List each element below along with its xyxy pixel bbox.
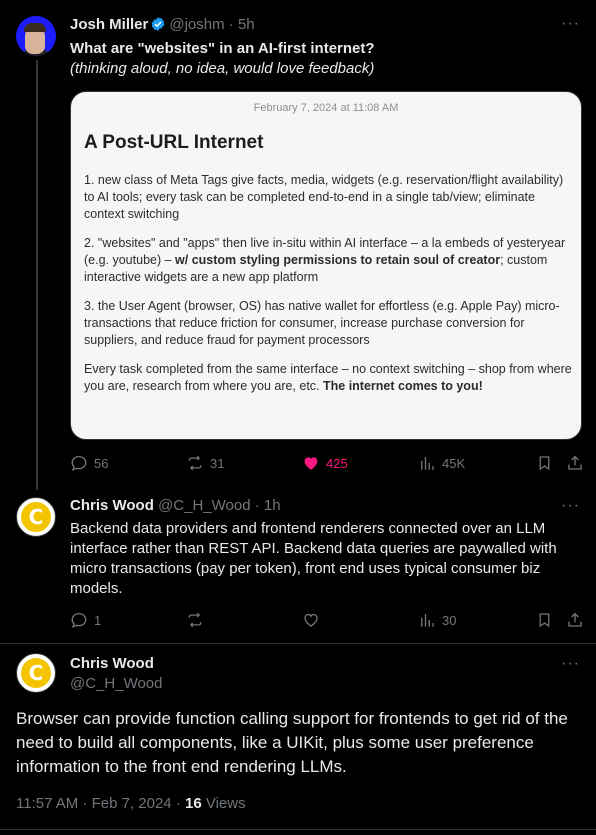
tweet1-line2: (thinking aloud, no idea, would love feedback) [70,60,375,77]
more-options-icon[interactable]: ··· [561,655,580,672]
tweet2-header: Chris Wood @C_H_Wood · 1h [70,497,281,514]
avatar-letter: C [21,502,51,532]
views-count: 16 [184,795,202,812]
attached-note-image[interactable] [70,91,582,440]
tweet-meta [16,795,246,812]
tweet1-line1: What are "websites" in an AI-first internet? [70,40,375,57]
note-title: A Post-URL Internet [84,132,264,153]
heart-filled-icon [302,454,320,472]
author-name[interactable]: Josh Miller [70,16,149,33]
analytics-icon [418,454,436,472]
avatar-chris-wood[interactable] [16,497,56,537]
author-handle[interactable]: @C_H_Wood [70,675,163,692]
author-name[interactable]: Chris Wood [70,655,154,672]
like-button[interactable] [302,454,348,472]
reply-count: 56 [94,455,109,471]
divider [0,829,596,830]
author-handle[interactable]: @joshm [169,16,225,33]
tweet3-text: Browser can provide function calling support for frontends to get rid of the need to build all components, like a UIKit, plus some user preference information to the front end rendering LLMs. [16,709,568,776]
views-count: 45K [442,455,466,471]
tweet2-actions [70,611,584,631]
analytics-icon [418,611,436,629]
reply-count: 1 [94,612,102,628]
like-count: 425 [326,455,348,471]
bookmark-button[interactable] [536,454,553,472]
reply-icon [70,611,88,629]
divider [0,643,596,644]
tweet-time[interactable]: 1h [263,497,281,514]
repost-button[interactable] [186,611,204,629]
share-button[interactable] [566,454,584,472]
note-paragraph-2: 2. "websites" and "apps" then live in-situ within AI interface – a la embeds of yesteryear (e.g. youtube) – w/ custom styling permissions to retain soul of creator; custom interactive widgets are a new app platform [84,236,566,284]
views-button[interactable] [418,454,465,472]
tweet2-text: Backend data providers and frontend renderers connected over an LLM interface rather than REST API. Backend data queries are paywalled with micro transactions (pay per token), front end uses typical consumer biz models. [70,520,557,597]
bookmark-button[interactable] [536,611,553,629]
bookmark-icon [536,611,553,629]
repost-count: 31 [210,455,225,471]
share-icon [566,454,584,472]
views-button[interactable] [418,611,456,629]
views-label: Views [201,795,246,812]
repost-icon [186,454,204,472]
avatar-letter: C [21,658,51,688]
tweet1-header: Josh Miller @joshm · 5h [70,16,255,37]
more-options-icon[interactable]: ··· [561,15,580,32]
heart-icon [302,611,320,629]
views-count: 30 [442,612,457,628]
thread-connector [36,60,38,490]
author-name[interactable]: Chris Wood [70,497,154,514]
repost-button[interactable] [186,454,224,472]
repost-icon [186,611,204,629]
note-paragraph-3: 3. the User Agent (browser, OS) has native wallet for effortless (e.g. Apple Pay) micro-transactions that reduce friction for consumer, increase purchase conversion for suppliers, and reduce fraud for payment processors [84,299,560,347]
verified-badge-icon [150,16,166,37]
tweet-time[interactable]: 5h [237,16,255,33]
note-paragraph-4: Every task completed from the same interface – no context switching – shop from where you are, research from where you are, etc. The internet comes to you! [84,362,572,393]
note-date: February 7, 2024 at 11:08 AM [253,102,399,114]
share-icon [566,611,584,629]
tweet1-actions [70,454,584,474]
more-options-icon[interactable]: ··· [561,497,580,514]
bookmark-icon [536,454,553,472]
like-button[interactable] [302,611,320,629]
avatar-josh-miller[interactable] [16,16,56,56]
reply-button[interactable] [70,611,101,629]
note-paragraph-1: 1. new class of Meta Tags give facts, media, widgets (e.g. reservation/flight availability) to AI tools; every task can be completed end-to-end in a single tab/view; eliminate context switching [84,173,564,221]
reply-icon [70,454,88,472]
author-handle[interactable]: @C_H_Wood [158,497,251,514]
share-button[interactable] [566,611,584,629]
tweet-timestamp[interactable]: 11:57 AM · Feb 7, 2024 · [16,795,185,812]
reply-button[interactable] [70,454,108,472]
avatar-chris-wood[interactable] [16,653,56,693]
